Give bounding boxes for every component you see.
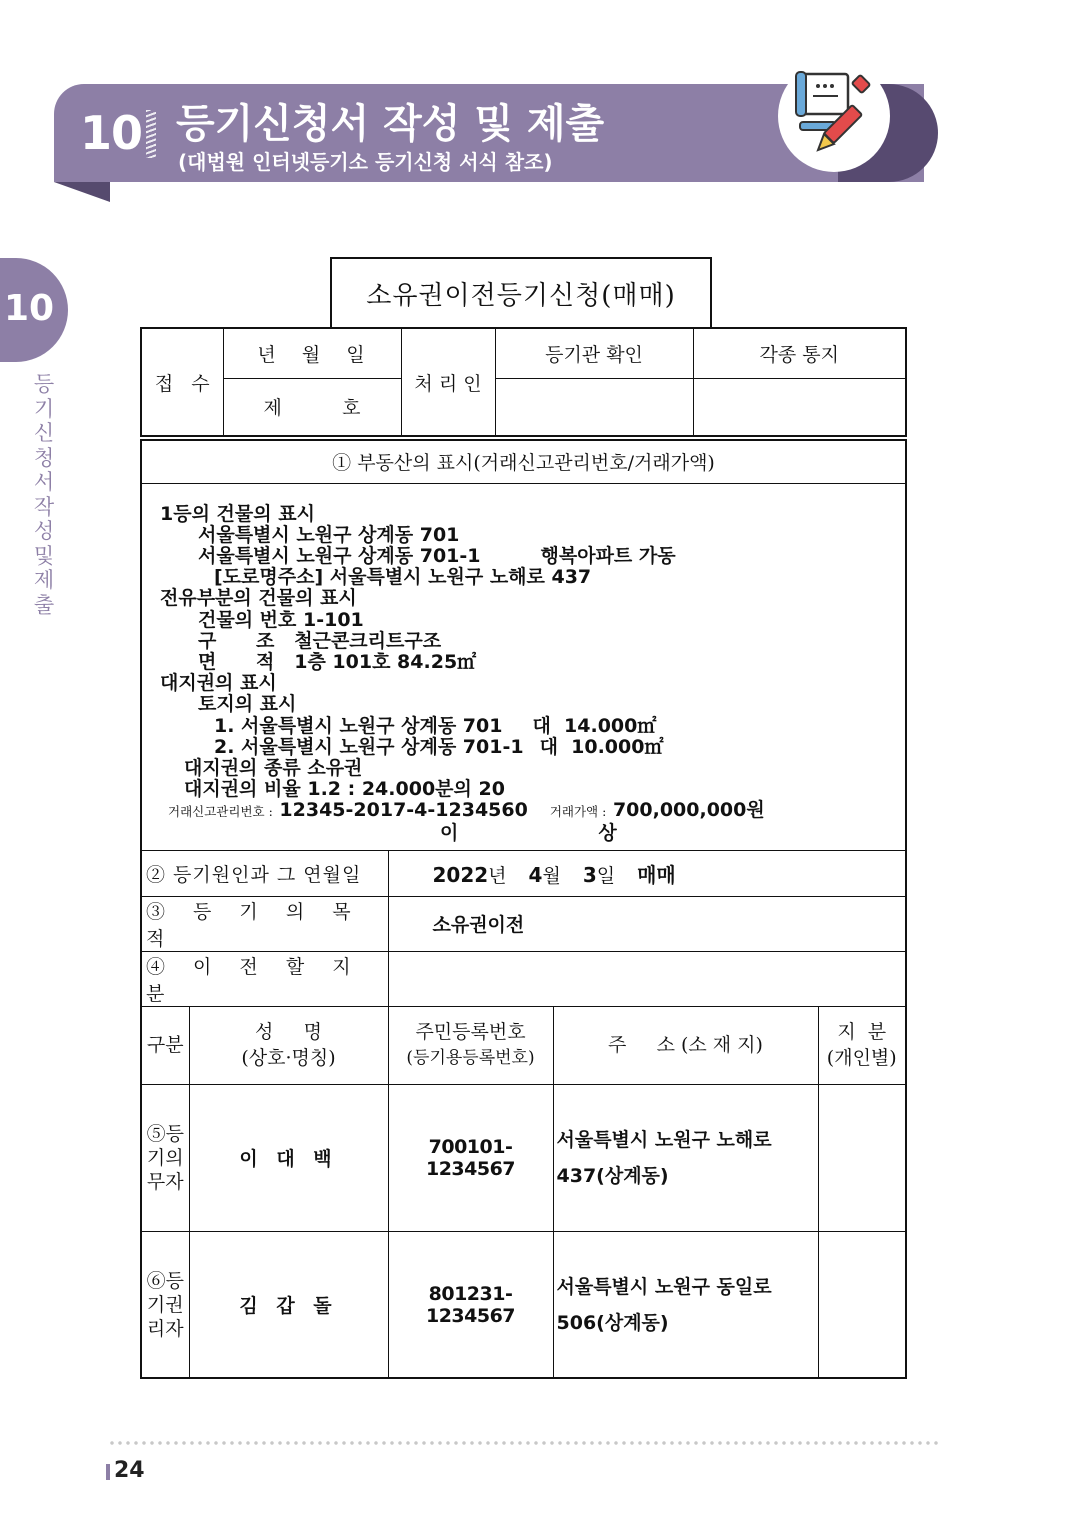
property-line: 면 적 1층 101호 84.25㎡	[198, 650, 477, 673]
name-header: 성 명 (상호·명칭)	[189, 1006, 388, 1084]
page-number: 24	[114, 1458, 145, 1483]
purpose-value: 소유권이전	[388, 896, 906, 951]
page-subtitle: (대법원 인터넷등기소 등기신청 서식 참조)	[178, 150, 553, 174]
property-line: 1. 서울특별시 노원구 상계동 701 대 14.000㎡	[214, 714, 657, 737]
property-line: 건물의 번호 1-101	[198, 608, 364, 631]
rightholder-address: 서울특별시 노원구 동일로 506(상계동)	[553, 1231, 818, 1378]
pen-and-paper-icon	[778, 60, 890, 172]
share-label: ④ 이 전 할 지 분	[141, 951, 388, 1006]
property-line: 대지권의 비율 1.2 : 24.000분의 20	[184, 778, 505, 801]
receipt-date-label: 년 월 일	[223, 328, 401, 378]
chapter-tab-text: 등기신청서 작성 및 제출	[33, 372, 55, 617]
obligor-name: 이 대 백	[189, 1084, 388, 1231]
section-number: 10	[80, 106, 143, 160]
rightholder-share	[818, 1231, 906, 1378]
notices-cell	[693, 378, 906, 436]
property-line: 1등의 건물의 표시	[160, 502, 315, 525]
property-line: 2. 서울특별시 노원구 상계동 701-1 대 10.000㎡	[214, 735, 664, 758]
form-title: 소유권이전등기신청(매매)	[330, 257, 712, 327]
cause-value: 2022년 4월 3일 매매	[388, 850, 906, 896]
trade-info-line: 거래신고관리번호 : 12345-2017-4-1234560 거래가액 : 700,000,000원	[168, 799, 765, 822]
property-line: 서울특별시 노원구 상계동 701	[198, 523, 460, 546]
obligor-label: ⑤등기의무자	[141, 1084, 189, 1231]
property-description	[141, 483, 906, 850]
property-line: [도로명주소] 서울특별시 노원구 노해로 437	[214, 566, 592, 589]
closing-line: 이 상	[440, 821, 617, 844]
banner-stripes	[146, 110, 156, 158]
registrar-check-cell	[495, 378, 693, 436]
page-title: 등기신청서 작성 및 제출	[176, 101, 605, 147]
category-header: 구분	[141, 1006, 189, 1084]
page-marker	[106, 1464, 110, 1480]
receipt-table	[140, 327, 907, 437]
footer-divider	[108, 1441, 938, 1445]
cause-label: ② 등기원인과 그 연월일	[141, 850, 388, 896]
application-table	[140, 439, 907, 1379]
property-heading: ① 부동산의 표시(거래신고관리번호/거래가액)	[141, 440, 906, 483]
chapter-tab-number: 10	[4, 288, 55, 329]
property-line: 대지권의 표시	[160, 672, 277, 695]
receipt-label: 접 수	[141, 328, 223, 436]
address-header: 주 소 (소 재 지)	[553, 1006, 818, 1084]
purpose-label: ③ 등 기 의 목 적	[141, 896, 388, 951]
property-line: 토지의 표시	[198, 693, 297, 716]
rightholder-id: 801231-1234567	[388, 1231, 553, 1378]
id-header: 주민등록번호 (등기용등록번호)	[388, 1006, 553, 1084]
illustration-circle	[778, 60, 890, 172]
property-line: 구 조 철근콘크리트구조	[198, 629, 442, 652]
obligor-share	[818, 1084, 906, 1231]
property-line: 대지권의 종류 소유권	[184, 756, 363, 779]
banner-fold	[54, 182, 110, 202]
registrar-check-label: 등기관 확인	[495, 328, 693, 378]
obligor-address: 서울특별시 노원구 노해로 437(상계동)	[553, 1084, 818, 1231]
notices-label: 각종 통지	[693, 328, 906, 378]
property-line: 전유부분의 건물의 표시	[160, 587, 357, 610]
obligor-id: 700101-1234567	[388, 1084, 553, 1231]
processor-label: 처 리 인	[401, 328, 495, 436]
party-share-header: 지 분 (개인별)	[818, 1006, 906, 1084]
receipt-number-label: 제 호	[223, 378, 401, 436]
rightholder-name: 김 갑 돌	[189, 1231, 388, 1378]
property-line: 서울특별시 노원구 상계동 701-1 행복아파트 가동	[198, 544, 676, 567]
rightholder-label: ⑥등기권리자	[141, 1231, 189, 1378]
share-value	[388, 951, 906, 1006]
